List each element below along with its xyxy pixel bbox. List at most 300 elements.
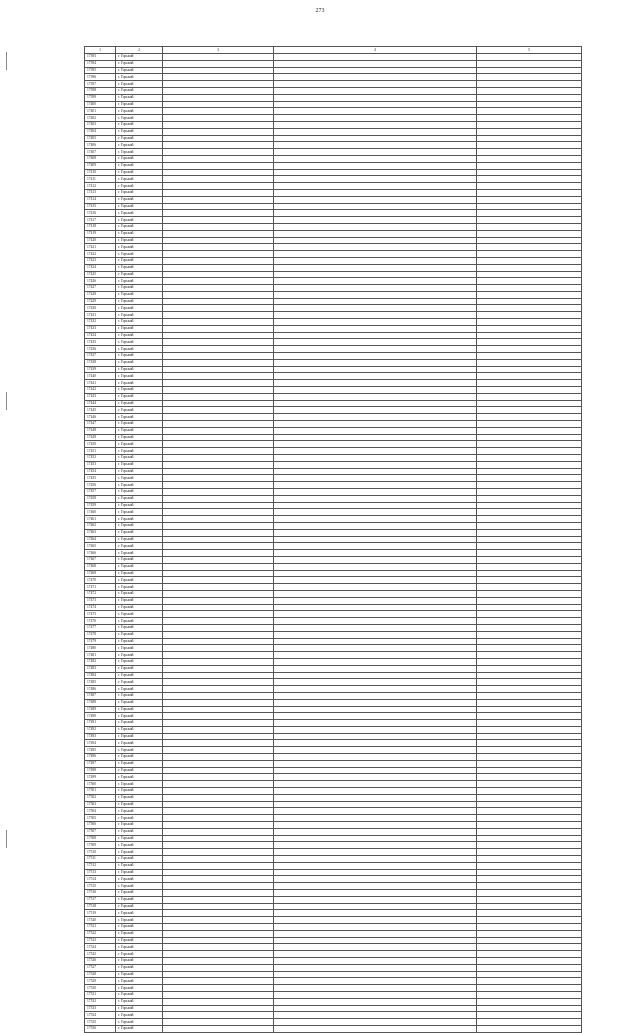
row-period-cell: [477, 801, 582, 808]
row-id-cell: 17430: [85, 305, 116, 312]
table-row: [85, 121, 582, 128]
row-address-cell: [163, 957, 274, 964]
row-work-cell: [274, 237, 477, 244]
row-id-cell: 17411: [85, 176, 116, 183]
row-work-cell: [274, 169, 477, 176]
row-period-cell: [477, 631, 582, 638]
row-period-cell: [477, 441, 582, 448]
row-period-cell: [477, 998, 582, 1005]
row-city-cell: г. Горький: [116, 522, 163, 529]
row-id-cell: 17494: [85, 740, 116, 747]
row-period-cell: [477, 991, 582, 998]
row-work-cell: [274, 291, 477, 298]
row-id-cell: 17437: [85, 353, 116, 360]
row-address-cell: [163, 828, 274, 835]
row-id-cell: 17506: [85, 822, 116, 829]
row-id-cell: 17470: [85, 577, 116, 584]
row-address-cell: [163, 332, 274, 339]
row-period-cell: [477, 828, 582, 835]
row-id-cell: 17422: [85, 251, 116, 258]
table-header-row: [85, 47, 582, 54]
row-city-cell: г. Горький: [116, 189, 163, 196]
row-period-cell: [477, 461, 582, 468]
row-address-cell: [163, 393, 274, 400]
table-row: [85, 87, 582, 94]
row-address-cell: [163, 176, 274, 183]
row-period-cell: [477, 910, 582, 917]
row-work-cell: [274, 1012, 477, 1019]
row-period-cell: [477, 856, 582, 863]
row-city-cell: г. Горький: [116, 597, 163, 604]
row-address-cell: [163, 271, 274, 278]
row-city-cell: г. Горький: [116, 692, 163, 699]
table-row: [85, 978, 582, 985]
row-period-cell: [477, 414, 582, 421]
row-work-cell: [274, 584, 477, 591]
row-city-cell: г. Горький: [116, 686, 163, 693]
row-work-cell: [274, 74, 477, 81]
row-address-cell: [163, 638, 274, 645]
row-address-cell: [163, 869, 274, 876]
table-row: [85, 210, 582, 217]
row-period-cell: [477, 713, 582, 720]
row-work-cell: [274, 951, 477, 958]
row-period-cell: [477, 577, 582, 584]
row-work-cell: [274, 760, 477, 767]
row-work-cell: [274, 930, 477, 937]
row-period-cell: [477, 665, 582, 672]
table-row: [85, 720, 582, 727]
table-row: [85, 1005, 582, 1012]
row-work-cell: [274, 121, 477, 128]
row-city-cell: г. Горький: [116, 536, 163, 543]
row-id-cell: 17428: [85, 291, 116, 298]
row-period-cell: [477, 951, 582, 958]
row-work-cell: [274, 278, 477, 285]
table-row: [85, 264, 582, 271]
table-row: [85, 475, 582, 482]
row-work-cell: [274, 883, 477, 890]
row-city-cell: г. Горький: [116, 590, 163, 597]
row-work-cell: [274, 747, 477, 754]
row-id-cell: 17438: [85, 359, 116, 366]
table-row: [85, 998, 582, 1005]
row-period-cell: [477, 305, 582, 312]
row-address-cell: [163, 373, 274, 380]
row-work-cell: [274, 441, 477, 448]
row-period-cell: [477, 325, 582, 332]
row-city-cell: г. Горький: [116, 978, 163, 985]
row-city-cell: г. Горький: [116, 67, 163, 74]
row-id-cell: 17435: [85, 339, 116, 346]
row-city-cell: г. Горький: [116, 128, 163, 135]
table-row: [85, 319, 582, 326]
row-work-cell: [274, 876, 477, 883]
row-id-cell: 17528: [85, 971, 116, 978]
row-city-cell: г. Горький: [116, 543, 163, 550]
row-period-cell: [477, 135, 582, 142]
row-address-cell: [163, 1005, 274, 1012]
row-work-cell: [274, 155, 477, 162]
row-period-cell: [477, 638, 582, 645]
row-city-cell: г. Горький: [116, 230, 163, 237]
row-city-cell: г. Горький: [116, 957, 163, 964]
row-address-cell: [163, 509, 274, 516]
row-address-cell: [163, 985, 274, 992]
row-work-cell: [274, 101, 477, 108]
row-work-cell: [274, 699, 477, 706]
row-id-cell: 17480: [85, 645, 116, 652]
row-city-cell: г. Горький: [116, 482, 163, 489]
row-city-cell: г. Горький: [116, 883, 163, 890]
row-city-cell: г. Горький: [116, 407, 163, 414]
row-city-cell: г. Горький: [116, 794, 163, 801]
table-row: [85, 393, 582, 400]
table-row: [85, 54, 582, 61]
row-period-cell: [477, 393, 582, 400]
table-row: [85, 957, 582, 964]
row-work-cell: [274, 720, 477, 727]
table-row: [85, 815, 582, 822]
row-period-cell: [477, 94, 582, 101]
row-period-cell: [477, 468, 582, 475]
row-city-cell: г. Горький: [116, 393, 163, 400]
table-row: [85, 305, 582, 312]
row-address-cell: [163, 298, 274, 305]
row-id-cell: 17466: [85, 550, 116, 557]
row-work-cell: [274, 645, 477, 652]
row-id-cell: 17508: [85, 835, 116, 842]
row-work-cell: [274, 597, 477, 604]
row-city-cell: г. Горький: [116, 366, 163, 373]
row-period-cell: [477, 380, 582, 387]
row-period-cell: [477, 550, 582, 557]
table-row: [85, 584, 582, 591]
table-row: [85, 808, 582, 815]
table-row: [85, 257, 582, 264]
row-city-cell: г. Горький: [116, 203, 163, 210]
row-address-cell: [163, 455, 274, 462]
table-row: [85, 509, 582, 516]
table-row: [85, 325, 582, 332]
row-period-cell: [477, 957, 582, 964]
row-city-cell: г. Горький: [116, 461, 163, 468]
row-work-cell: [274, 611, 477, 618]
row-address-cell: [163, 312, 274, 319]
row-address-cell: [163, 930, 274, 937]
row-id-cell: 17425: [85, 271, 116, 278]
row-id-cell: 17439: [85, 366, 116, 373]
table-row: [85, 767, 582, 774]
row-city-cell: г. Горький: [116, 774, 163, 781]
row-city-cell: г. Горький: [116, 937, 163, 944]
column-header: 1: [85, 47, 116, 54]
row-address-cell: [163, 964, 274, 971]
row-address-cell: [163, 815, 274, 822]
row-work-cell: [274, 203, 477, 210]
row-city-cell: г. Горький: [116, 217, 163, 224]
row-address-cell: [163, 108, 274, 115]
table-row: [85, 577, 582, 584]
row-period-cell: [477, 597, 582, 604]
row-city-cell: г. Горький: [116, 672, 163, 679]
row-work-cell: [274, 856, 477, 863]
row-period-cell: [477, 1012, 582, 1019]
row-address-cell: [163, 475, 274, 482]
row-city-cell: г. Горький: [116, 414, 163, 421]
table-row: [85, 733, 582, 740]
row-address-cell: [163, 427, 274, 434]
row-work-cell: [274, 448, 477, 455]
table-row: [85, 638, 582, 645]
row-city-cell: г. Горький: [116, 665, 163, 672]
row-id-cell: 17426: [85, 278, 116, 285]
row-work-cell: [274, 217, 477, 224]
row-address-cell: [163, 584, 274, 591]
table-row: [85, 516, 582, 523]
row-work-cell: [274, 957, 477, 964]
table-row: [85, 679, 582, 686]
row-period-cell: [477, 590, 582, 597]
row-city-cell: г. Горький: [116, 142, 163, 149]
row-period-cell: [477, 271, 582, 278]
row-address-cell: [163, 142, 274, 149]
row-address-cell: [163, 1025, 274, 1032]
row-work-cell: [274, 862, 477, 869]
row-city-cell: г. Горький: [116, 60, 163, 67]
row-city-cell: г. Горький: [116, 87, 163, 94]
row-period-cell: [477, 917, 582, 924]
table-row: [85, 441, 582, 448]
row-work-cell: [274, 998, 477, 1005]
row-city-cell: г. Горький: [116, 489, 163, 496]
row-work-cell: [274, 475, 477, 482]
table-row: [85, 237, 582, 244]
row-address-cell: [163, 522, 274, 529]
row-period-cell: [477, 353, 582, 360]
row-id-cell: 17406: [85, 142, 116, 149]
table-row: [85, 788, 582, 795]
row-period-cell: [477, 658, 582, 665]
row-period-cell: [477, 672, 582, 679]
table-row: [85, 991, 582, 998]
table-row: [85, 169, 582, 176]
row-work-cell: [274, 522, 477, 529]
row-city-cell: г. Горький: [116, 638, 163, 645]
row-work-cell: [274, 305, 477, 312]
row-city-cell: г. Горький: [116, 54, 163, 61]
row-address-cell: [163, 652, 274, 659]
row-period-cell: [477, 176, 582, 183]
row-city-cell: г. Горький: [116, 257, 163, 264]
row-work-cell: [274, 339, 477, 346]
row-address-cell: [163, 502, 274, 509]
row-period-cell: [477, 903, 582, 910]
table-row: [85, 699, 582, 706]
row-city-cell: г. Горький: [116, 856, 163, 863]
row-period-cell: [477, 346, 582, 353]
row-address-cell: [163, 624, 274, 631]
row-work-cell: [274, 223, 477, 230]
table-row: [85, 883, 582, 890]
table-row: [85, 917, 582, 924]
row-id-cell: 17419: [85, 230, 116, 237]
row-city-cell: г. Горький: [116, 108, 163, 115]
row-address-cell: [163, 101, 274, 108]
row-work-cell: [274, 94, 477, 101]
row-period-cell: [477, 1019, 582, 1026]
row-period-cell: [477, 434, 582, 441]
row-city-cell: г. Горький: [116, 400, 163, 407]
row-id-cell: 17520: [85, 917, 116, 924]
row-city-cell: г. Горький: [116, 726, 163, 733]
row-period-cell: [477, 421, 582, 428]
row-id-cell: 17490: [85, 713, 116, 720]
row-period-cell: [477, 455, 582, 462]
row-period-cell: [477, 149, 582, 156]
row-period-cell: [477, 543, 582, 550]
row-work-cell: [274, 468, 477, 475]
row-address-cell: [163, 81, 274, 88]
margin-mark: [6, 52, 7, 70]
row-city-cell: г. Горький: [116, 176, 163, 183]
row-city-cell: г. Горький: [116, 570, 163, 577]
row-id-cell: 17464: [85, 536, 116, 543]
row-work-cell: [274, 251, 477, 258]
row-id-cell: 17467: [85, 556, 116, 563]
row-id-cell: 17513: [85, 869, 116, 876]
row-city-cell: г. Горький: [116, 74, 163, 81]
row-work-cell: [274, 60, 477, 67]
row-period-cell: [477, 291, 582, 298]
row-id-cell: 17522: [85, 930, 116, 937]
row-work-cell: [274, 944, 477, 951]
row-id-cell: 17532: [85, 998, 116, 1005]
row-city-cell: г. Горький: [116, 1012, 163, 1019]
row-city-cell: г. Горький: [116, 353, 163, 360]
row-address-cell: [163, 1012, 274, 1019]
row-id-cell: 17429: [85, 298, 116, 305]
page-number: 273: [315, 8, 325, 14]
row-work-cell: [274, 835, 477, 842]
row-id-cell: 17499: [85, 774, 116, 781]
row-work-cell: [274, 706, 477, 713]
row-city-cell: г. Горький: [116, 1025, 163, 1032]
table-row: [85, 387, 582, 394]
row-city-cell: г. Горький: [116, 550, 163, 557]
row-work-cell: [274, 808, 477, 815]
row-id-cell: 17431: [85, 312, 116, 319]
table-row: [85, 862, 582, 869]
table-row: [85, 489, 582, 496]
row-work-cell: [274, 842, 477, 849]
row-address-cell: [163, 774, 274, 781]
row-id-cell: 17498: [85, 767, 116, 774]
row-id-cell: 17475: [85, 611, 116, 618]
row-city-cell: г. Горький: [116, 169, 163, 176]
row-address-cell: [163, 387, 274, 394]
row-city-cell: г. Горький: [116, 951, 163, 958]
row-city-cell: г. Горький: [116, 278, 163, 285]
row-period-cell: [477, 237, 582, 244]
row-work-cell: [274, 733, 477, 740]
table-row: [85, 781, 582, 788]
row-id-cell: 17396: [85, 74, 116, 81]
row-work-cell: [274, 590, 477, 597]
row-address-cell: [163, 896, 274, 903]
row-period-cell: [477, 896, 582, 903]
margin-mark: [6, 830, 7, 848]
table-row: [85, 869, 582, 876]
table-row: [85, 849, 582, 856]
row-period-cell: [477, 115, 582, 122]
table-row: [85, 101, 582, 108]
row-address-cell: [163, 291, 274, 298]
row-address-cell: [163, 570, 274, 577]
table-row: [85, 285, 582, 292]
row-period-cell: [477, 509, 582, 516]
row-city-cell: г. Горький: [116, 421, 163, 428]
row-city-cell: г. Горький: [116, 998, 163, 1005]
row-city-cell: г. Горький: [116, 822, 163, 829]
row-work-cell: [274, 81, 477, 88]
row-city-cell: г. Горький: [116, 985, 163, 992]
row-address-cell: [163, 611, 274, 618]
row-id-cell: 17503: [85, 801, 116, 808]
row-city-cell: г. Горький: [116, 94, 163, 101]
row-id-cell: 17465: [85, 543, 116, 550]
row-address-cell: [163, 421, 274, 428]
table-row: [85, 495, 582, 502]
row-period-cell: [477, 726, 582, 733]
row-period-cell: [477, 842, 582, 849]
table-row: [85, 760, 582, 767]
row-work-cell: [274, 108, 477, 115]
row-id-cell: 17462: [85, 522, 116, 529]
table-row: [85, 366, 582, 373]
row-address-cell: [163, 482, 274, 489]
row-id-cell: 17446: [85, 414, 116, 421]
row-address-cell: [163, 251, 274, 258]
row-id-cell: 17402: [85, 115, 116, 122]
row-period-cell: [477, 604, 582, 611]
row-city-cell: г. Горький: [116, 658, 163, 665]
row-address-cell: [163, 971, 274, 978]
row-work-cell: [274, 604, 477, 611]
row-id-cell: 17533: [85, 1005, 116, 1012]
row-period-cell: [477, 81, 582, 88]
row-address-cell: [163, 115, 274, 122]
row-work-cell: [274, 387, 477, 394]
row-id-cell: 17408: [85, 155, 116, 162]
row-city-cell: г. Горький: [116, 924, 163, 931]
row-id-cell: 17398: [85, 87, 116, 94]
row-work-cell: [274, 257, 477, 264]
row-id-cell: 17511: [85, 856, 116, 863]
row-city-cell: г. Горький: [116, 754, 163, 761]
row-address-cell: [163, 991, 274, 998]
row-period-cell: [477, 754, 582, 761]
row-period-cell: [477, 502, 582, 509]
table-row: [85, 468, 582, 475]
row-work-cell: [274, 692, 477, 699]
row-period-cell: [477, 244, 582, 251]
row-id-cell: 17485: [85, 679, 116, 686]
row-address-cell: [163, 944, 274, 951]
row-period-cell: [477, 210, 582, 217]
row-address-cell: [163, 597, 274, 604]
row-city-cell: г. Горький: [116, 509, 163, 516]
